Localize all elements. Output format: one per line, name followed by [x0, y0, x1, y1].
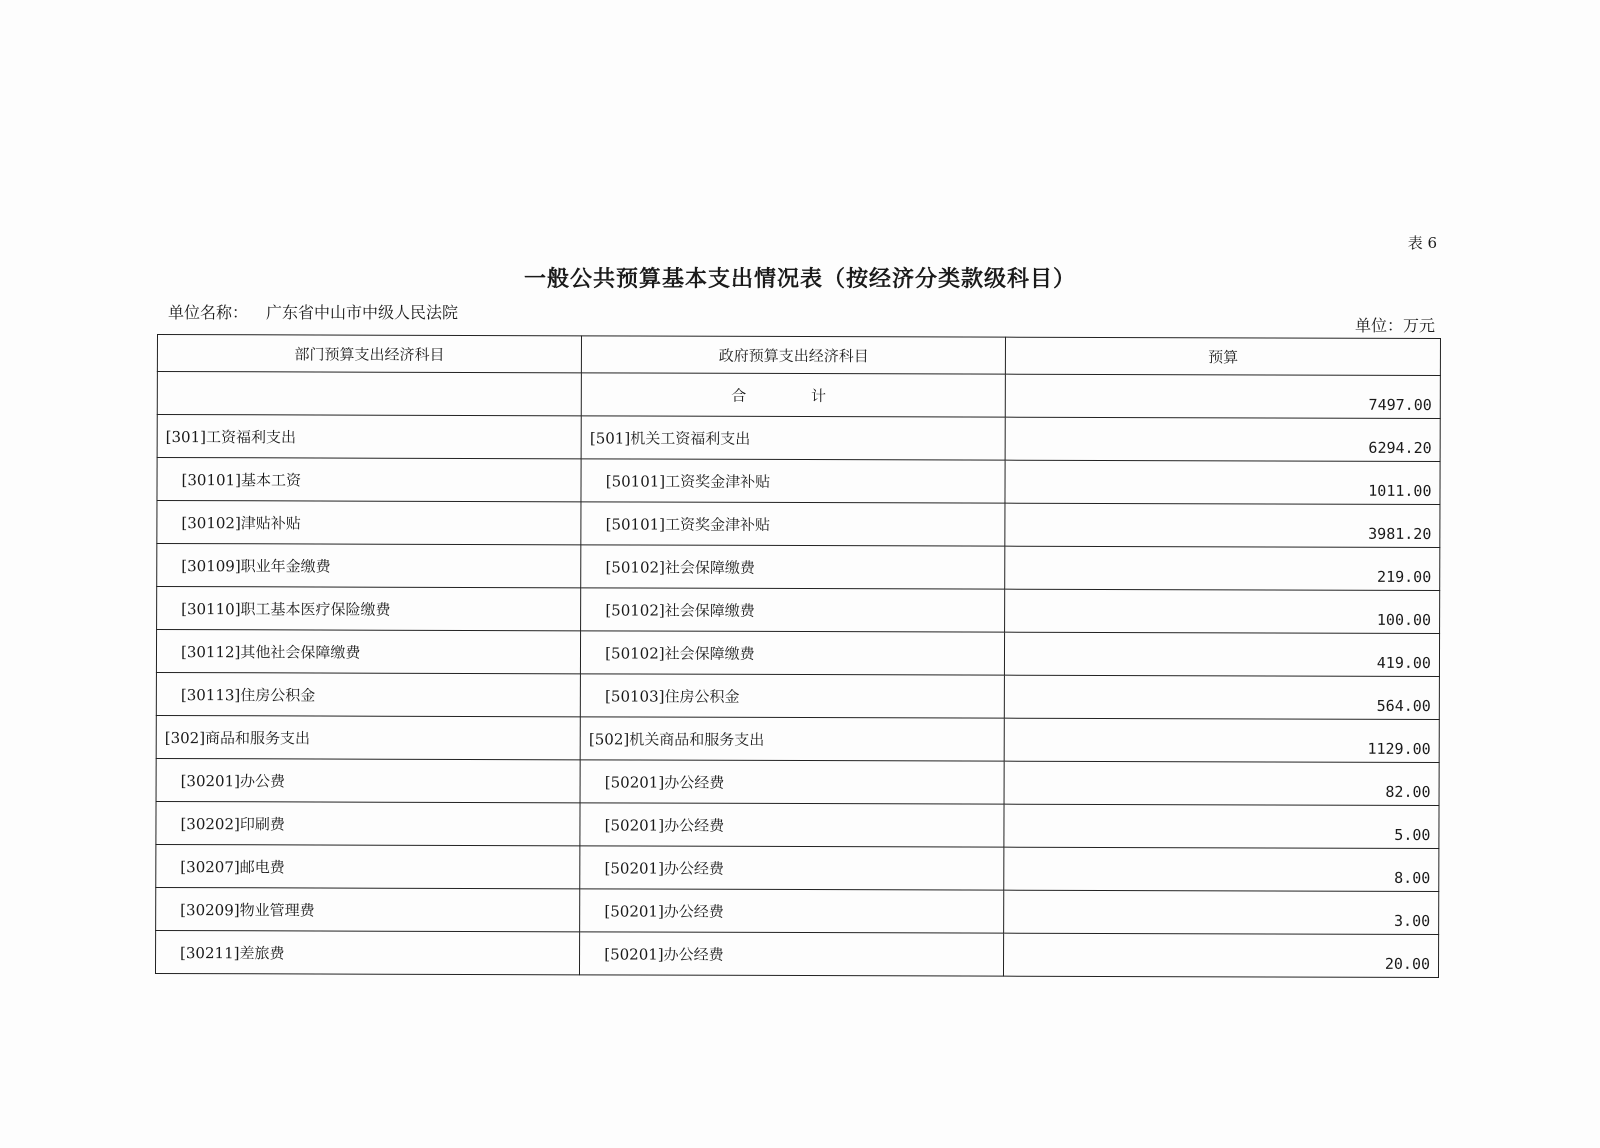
- table-row: [156, 801, 1439, 848]
- budget-amount-cell: 100.00: [1005, 589, 1440, 633]
- budget-table: [155, 334, 1441, 978]
- gov-subject-cell: [50101]工资奖金津补贴: [581, 502, 1005, 546]
- dept-subject-cell: [30102]津贴补贴: [157, 501, 581, 545]
- dept-subject-cell: [30101]基本工资: [157, 458, 581, 502]
- dept-subject-cell: [30112]其他社会保障缴费: [156, 630, 580, 674]
- dept-subject-cell: [30211]差旅费: [155, 930, 579, 974]
- gov-subject-cell: [50102]社会保障缴费: [581, 588, 1005, 632]
- table-row: [157, 415, 1440, 462]
- gov-subject-cell: [50201]办公经费: [580, 846, 1004, 890]
- gov-subject-cell: [501]机关工资福利支出: [581, 416, 1005, 460]
- unit-name: [168, 300, 458, 323]
- unit-name-value: 广东省中山市中级人民法院: [266, 303, 459, 322]
- total-row: [157, 372, 1440, 419]
- budget-amount-cell: 6294.20: [1006, 417, 1441, 461]
- total-dept-cell: [157, 372, 581, 416]
- budget-amount-cell: 82.00: [1004, 761, 1439, 805]
- budget-amount-cell: 564.00: [1005, 675, 1440, 719]
- table-row: [157, 501, 1440, 548]
- gov-subject-cell: [50103]住房公积金: [581, 674, 1005, 718]
- table-row: [156, 630, 1439, 677]
- gov-subject-cell: [50102]社会保障缴费: [581, 545, 1005, 589]
- gov-subject-cell: [50201]办公经费: [580, 889, 1004, 933]
- header-gov-subject: 政府预算支出经济科目: [582, 336, 1006, 374]
- currency-unit: 单位：万元: [1354, 316, 1435, 335]
- table-row: [156, 844, 1439, 891]
- budget-amount-cell: 1129.00: [1005, 718, 1440, 762]
- gov-subject-cell: [50101]工资奖金津补贴: [581, 459, 1005, 503]
- table-row: [156, 715, 1439, 762]
- table-number: 表 6: [1407, 234, 1437, 252]
- table-row: [157, 587, 1440, 634]
- gov-subject-cell: [50201]办公经费: [580, 760, 1004, 804]
- total-amount: 7497.00: [1006, 374, 1441, 418]
- table-header-row: [157, 335, 1440, 376]
- page-title: 一般公共预算基本支出情况表（按经济分类款级科目）: [523, 266, 1076, 292]
- dept-subject-cell: [30201]办公费: [156, 758, 580, 802]
- budget-amount-cell: 5.00: [1004, 804, 1439, 848]
- dept-subject-cell: [302]商品和服务支出: [156, 715, 580, 759]
- budget-amount-cell: 3981.20: [1005, 503, 1440, 547]
- dept-subject-cell: [30110]职工基本医疗保险缴费: [157, 587, 581, 631]
- dept-subject-cell: [30207]邮电费: [156, 844, 580, 888]
- dept-subject-cell: [30209]物业管理费: [156, 887, 580, 931]
- gov-subject-cell: [502]机关商品和服务支出: [580, 717, 1004, 761]
- budget-amount-cell: 219.00: [1005, 546, 1440, 590]
- budget-amount-cell: 1011.00: [1005, 460, 1440, 504]
- budget-amount-cell: 8.00: [1004, 847, 1439, 891]
- budget-amount-cell: 419.00: [1005, 632, 1440, 676]
- dept-subject-cell: [30202]印刷费: [156, 801, 580, 845]
- budget-amount-cell: 3.00: [1004, 890, 1439, 934]
- table-row: [155, 930, 1438, 977]
- dept-subject-cell: [301]工资福利支出: [157, 415, 581, 459]
- table-row: [157, 544, 1440, 591]
- budget-amount-cell: 20.00: [1004, 933, 1439, 977]
- gov-subject-cell: [50102]社会保障缴费: [581, 631, 1005, 675]
- header-budget: 预算: [1006, 337, 1441, 375]
- table-row: [156, 672, 1439, 719]
- gov-subject-cell: [50201]办公经费: [580, 803, 1004, 847]
- table-row: [156, 887, 1439, 934]
- header-dept-subject: 部门预算支出经济科目: [157, 335, 581, 373]
- unit-name-label: 单位名称：: [168, 303, 249, 322]
- dept-subject-cell: [30109]职业年金缴费: [157, 544, 581, 588]
- table-row: [157, 458, 1440, 505]
- total-label: 合 计: [581, 373, 1005, 417]
- gov-subject-cell: [50201]办公经费: [580, 932, 1004, 976]
- table-row: [156, 758, 1439, 805]
- dept-subject-cell: [30113]住房公积金: [156, 672, 580, 716]
